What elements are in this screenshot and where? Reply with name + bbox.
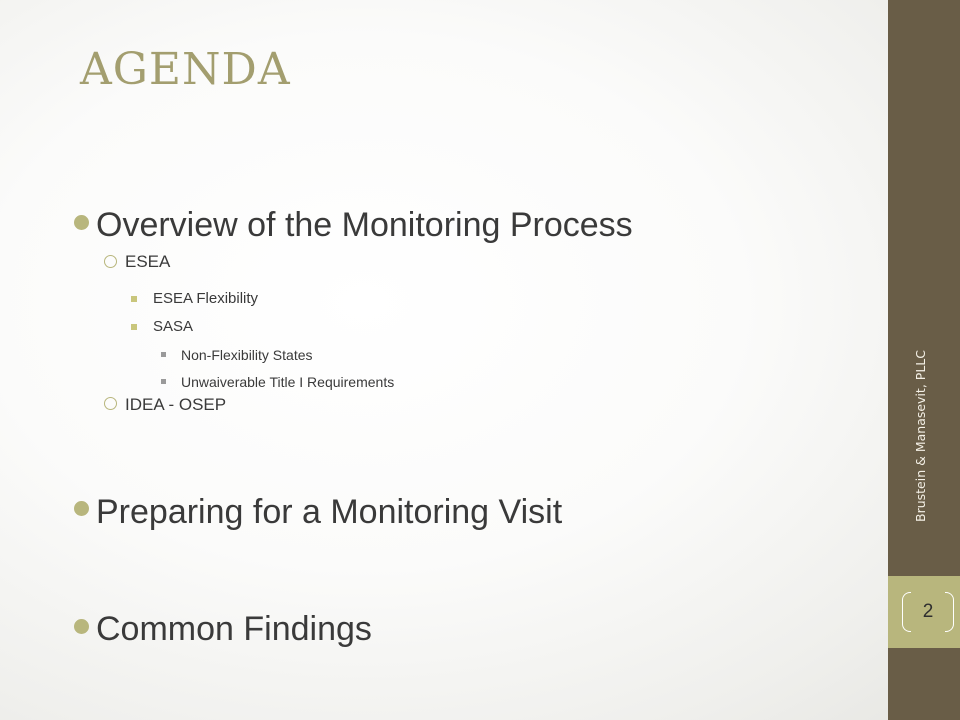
slide-title: AGENDA (80, 44, 291, 95)
bullet-common-findings: Common Findings (96, 610, 372, 648)
slide-number: 2 (922, 601, 934, 622)
slide-number-box (902, 592, 954, 632)
bullet-unwaiverable-title-i: Unwaiverable Title I Requirements (181, 374, 395, 390)
bullet-dot-icon (74, 215, 89, 230)
bullet-dot-icon (74, 619, 89, 634)
bullet-small-square-icon (161, 352, 166, 357)
bullet-non-flexibility-states: Non-Flexibility States (181, 347, 313, 363)
bullet-ring-icon (104, 397, 117, 410)
bullet-dot-icon (74, 501, 89, 516)
bullet-small-square-icon (161, 379, 166, 384)
bullet-sasa: SASA (153, 318, 194, 335)
bullet-idea-osep: IDEA - OSEP (125, 395, 227, 414)
bullet-square-icon (131, 296, 137, 302)
bullet-esea-flexibility: ESEA Flexibility (153, 290, 259, 307)
footer-text: Brustein & Manasevit, PLLC (913, 350, 928, 522)
bullet-overview: Overview of the Monitoring Process (96, 206, 633, 244)
bullet-esea: ESEA (125, 252, 171, 271)
bullet-ring-icon (104, 255, 117, 268)
bullet-square-icon (131, 324, 137, 330)
bullet-preparing: Preparing for a Monitoring Visit (96, 493, 563, 531)
